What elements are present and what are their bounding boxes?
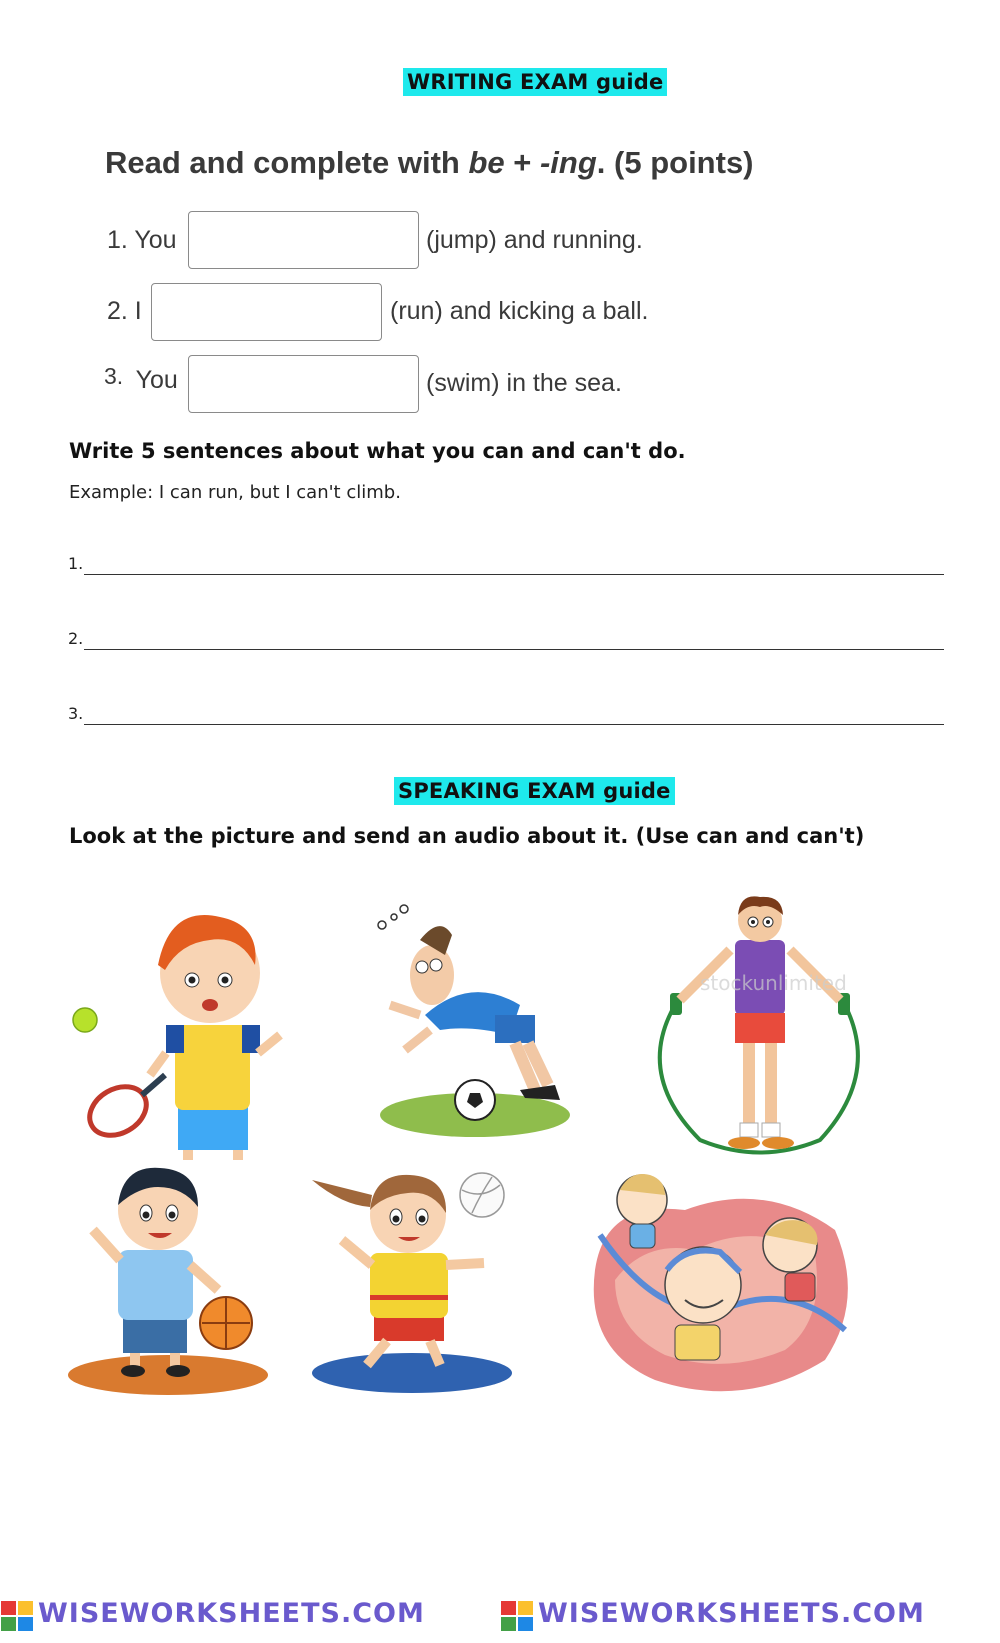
- item-subject: You: [135, 366, 178, 394]
- watermark-text: stockunlimited: [700, 971, 847, 995]
- speaking-instruction: Look at the picture and send an audio about it. (Use can and can't): [69, 824, 865, 848]
- item-tail: (run) and kicking a ball.: [390, 297, 649, 325]
- item-number: 1.: [107, 226, 135, 254]
- sentences-example: Example: I can run, but I can't climb.: [69, 482, 401, 503]
- heading-plus: +: [504, 145, 540, 180]
- tennis-boy-picture: [70, 895, 295, 1160]
- exercise-heading: [105, 145, 754, 181]
- soccer-man-picture: [370, 895, 585, 1145]
- line-number: 2.: [68, 629, 84, 648]
- heading-ing: -ing: [539, 145, 597, 180]
- exercise-item-3: [104, 363, 178, 395]
- heading-post: . (5 points): [596, 145, 754, 180]
- site-logo-icon: [0, 1600, 34, 1632]
- basketball-boy-picture: [68, 1165, 268, 1395]
- running-kids-picture: [585, 1160, 860, 1405]
- writing-line-2[interactable]: [68, 626, 944, 650]
- answer-input-3[interactable]: [188, 355, 419, 413]
- answer-line: [84, 649, 944, 650]
- answer-line: [84, 574, 944, 575]
- volleyball-girl-picture: [312, 1165, 512, 1395]
- item-subject: You: [134, 226, 177, 254]
- line-number: 3.: [68, 704, 84, 723]
- sentences-instruction: Write 5 sentences about what you can and can't do.: [69, 439, 686, 463]
- answer-line: [84, 724, 944, 725]
- writing-section-title: WRITING EXAM guide: [403, 68, 667, 96]
- speaking-section-title: SPEAKING EXAM guide: [394, 777, 675, 805]
- heading-pre: Read and complete with: [105, 145, 469, 180]
- item-number: 3.: [104, 363, 130, 389]
- item-tail: (jump) and running.: [426, 226, 643, 254]
- exercise-item-1: [107, 226, 177, 255]
- answer-input-2[interactable]: [151, 283, 382, 341]
- heading-be: be: [468, 145, 505, 180]
- item-tail: (swim) in the sea.: [426, 369, 622, 397]
- exercise-item-2: [107, 297, 142, 326]
- site-logo-icon: [500, 1600, 534, 1632]
- item-number: 2.: [107, 297, 135, 325]
- site-brand-text: WISEWORKSHEETS.COM: [538, 1598, 925, 1629]
- jump-rope-man-picture: [640, 895, 880, 1165]
- footer-banner: [0, 1596, 1000, 1636]
- item-subject: I: [134, 297, 142, 325]
- writing-line-3[interactable]: [68, 701, 944, 725]
- answer-input-1[interactable]: [188, 211, 419, 269]
- writing-line-1[interactable]: [68, 551, 944, 575]
- line-number: 1.: [68, 554, 84, 573]
- site-brand-text: WISEWORKSHEETS.COM: [38, 1598, 425, 1629]
